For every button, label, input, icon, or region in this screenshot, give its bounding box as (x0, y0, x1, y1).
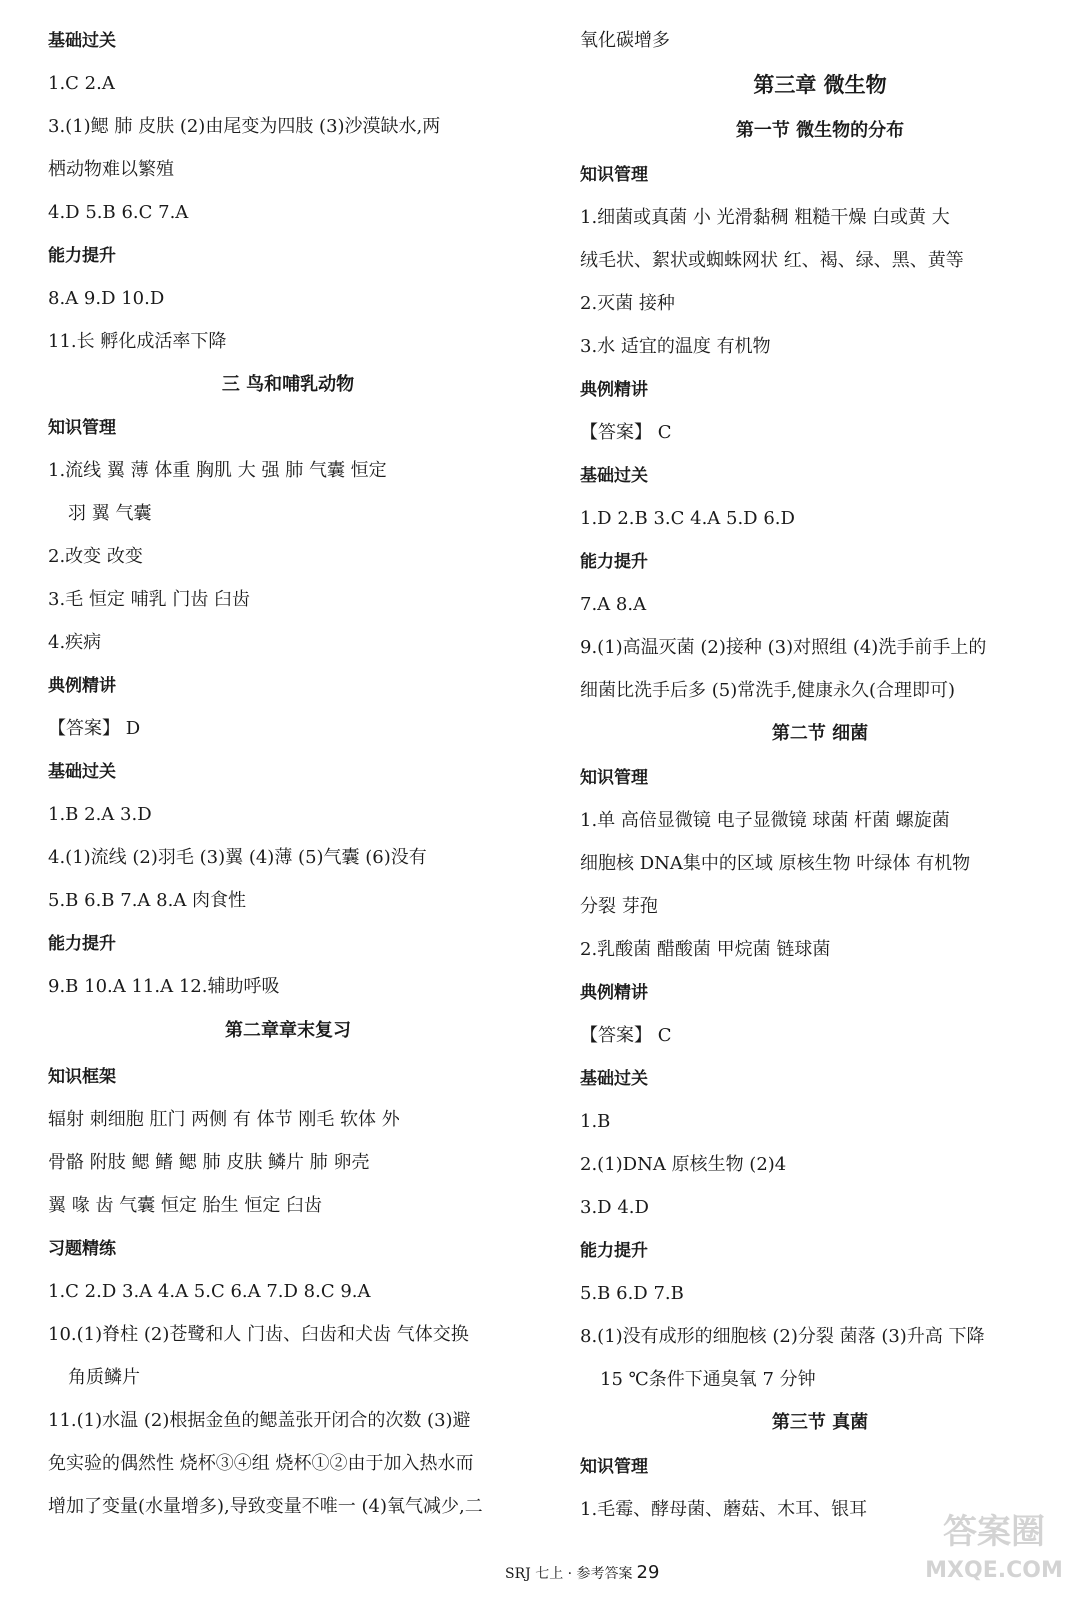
chapter-title: 第三章 微生物 (753, 73, 887, 97)
answer-line: 5.B 6.D 7.B (580, 1283, 684, 1304)
answer-line: 11.(1)水温 (2)根据金鱼的鳃盖张开闭合的次数 (3)避 (48, 1410, 471, 1431)
section-heading: 知识管理 (48, 418, 116, 438)
section-heading: 知识框架 (48, 1067, 116, 1087)
answer-line: 7.A 8.A (580, 594, 647, 615)
answer-line: 10.(1)脊柱 (2)苍鹭和人 门齿、臼齿和犬齿 气体交换 (48, 1324, 469, 1345)
section-heading: 能力提升 (48, 934, 116, 954)
section-heading: 知识管理 (580, 165, 648, 185)
answer-line: 4.疾病 (48, 632, 102, 653)
answer-line: 4.D 5.B 6.C 7.A (48, 202, 189, 223)
answer-line: 【答案】 D (48, 718, 141, 739)
answer-line: 羽 翼 气囊 (68, 503, 152, 524)
answer-line: 8.A 9.D 10.D (48, 288, 165, 309)
answer-line: 1.C 2.A (48, 73, 115, 94)
watermark-line2: MXQE.COM (925, 1558, 1063, 1583)
answer-line: 细菌比洗手后多 (5)常洗手,健康永久(合理即可) (580, 680, 955, 701)
answer-line: 氧化碳增多 (580, 30, 670, 51)
answer-line: 分裂 芽孢 (580, 896, 658, 917)
answer-line: 2.(1)DNA 原核生物 (2)4 (580, 1154, 787, 1175)
answer-line: 1.B (580, 1111, 611, 1132)
answer-line: 【答案】 C (580, 1025, 672, 1046)
section-heading: 能力提升 (580, 552, 648, 572)
answer-line: 9.(1)高温灭菌 (2)接种 (3)对照组 (4)洗手前手上的 (580, 637, 987, 658)
section-title: 第一节 微生物的分布 (735, 120, 905, 141)
answer-line: 栖动物难以繁殖 (48, 159, 174, 180)
page-number: 29 (636, 1562, 660, 1583)
answer-line: 增加了变量(水量增多),导致变量不唯一 (4)氧气减少,二 (48, 1496, 483, 1517)
section-heading: 典例精讲 (580, 983, 648, 1003)
section-title: 三 鸟和哺乳动物 (221, 374, 355, 395)
answer-line: 角质鳞片 (68, 1367, 140, 1388)
answer-line: 1.D 2.B 3.C 4.A 5.D 6.D (580, 508, 795, 529)
answer-line: 1.C 2.D 3.A 4.A 5.C 6.A 7.D 8.C 9.A (48, 1281, 371, 1302)
watermark-logo (924, 1495, 1064, 1590)
section-title: 第二章章末复习 (225, 1020, 351, 1041)
answer-line: 绒毛状、絮状或蜘蛛网状 红、褐、绿、黑、黄等 (580, 250, 964, 271)
answer-line: 1.单 高倍显微镜 电子显微镜 球菌 杆菌 螺旋菌 (580, 810, 950, 831)
answer-line: 2.改变 改变 (48, 546, 143, 567)
section-heading: 知识管理 (580, 1457, 648, 1477)
answer-line: 3.水 适宜的温度 有机物 (580, 336, 771, 357)
answer-line: 2.灭菌 接种 (580, 293, 675, 314)
answer-line: 3.(1)鳃 肺 皮肤 (2)由尾变为四肢 (3)沙漠缺水,两 (48, 116, 441, 137)
footer-label: SRJ 七上 · 参考答案 (505, 1566, 633, 1582)
section-title: 第三节 真菌 (771, 1412, 869, 1433)
answer-line: 1.流线 翼 薄 体重 胸肌 大 强 肺 气囊 恒定 (48, 460, 387, 481)
answer-line: 9.B 10.A 11.A 12.辅助呼吸 (48, 976, 280, 997)
answer-line: 骨骼 附肢 鳃 鳍 鳃 肺 皮肤 鳞片 肺 卵壳 (48, 1152, 370, 1173)
answer-line: 辐射 刺细胞 肛门 两侧 有 体节 刚毛 软体 外 (48, 1109, 400, 1130)
section-heading: 基础过关 (580, 1069, 648, 1089)
section-heading: 典例精讲 (580, 380, 648, 400)
section-heading: 基础过关 (580, 466, 648, 486)
answer-line: 1.毛霉、酵母菌、蘑菇、木耳、银耳 (580, 1499, 868, 1520)
answer-line: 8.(1)没有成形的细胞核 (2)分裂 菌落 (3)升高 下降 (580, 1326, 985, 1347)
section-heading: 基础过关 (48, 31, 116, 51)
section-heading: 典例精讲 (48, 676, 116, 696)
answer-line: 3.毛 恒定 哺乳 门齿 臼齿 (48, 589, 251, 610)
answer-line: 5.B 6.B 7.A 8.A 肉食性 (48, 890, 247, 911)
answer-line: 15 ℃条件下通臭氧 7 分钟 (600, 1369, 816, 1390)
answer-line: 2.乳酸菌 醋酸菌 甲烷菌 链球菌 (580, 939, 831, 960)
watermark-line1: 答案圈 (943, 1512, 1045, 1552)
section-heading: 能力提升 (48, 246, 116, 266)
section-title: 第二节 细菌 (771, 723, 869, 744)
answer-line: 【答案】 C (580, 422, 672, 443)
answer-line: 3.D 4.D (580, 1197, 649, 1218)
section-heading: 基础过关 (48, 762, 116, 782)
answer-line: 4.(1)流线 (2)羽毛 (3)翼 (4)薄 (5)气囊 (6)没有 (48, 847, 427, 868)
answer-line: 11.长 孵化成活率下降 (48, 331, 227, 352)
section-heading: 能力提升 (580, 1241, 648, 1261)
answer-line: 1.B 2.A 3.D (48, 804, 152, 825)
answer-line: 1.细菌或真菌 小 光滑黏稠 粗糙干燥 白或黄 大 (580, 207, 950, 228)
answer-line: 翼 喙 齿 气囊 恒定 胎生 恒定 臼齿 (48, 1195, 323, 1216)
answer-line: 免实验的偶然性 烧杯③④组 烧杯①②由于加入热水而 (48, 1453, 474, 1474)
page-footer (505, 1562, 659, 1583)
section-heading: 知识管理 (580, 768, 648, 788)
answer-line: 细胞核 DNA集中的区域 原核生物 叶绿体 有机物 (580, 853, 971, 874)
section-heading: 习题精练 (48, 1239, 116, 1259)
